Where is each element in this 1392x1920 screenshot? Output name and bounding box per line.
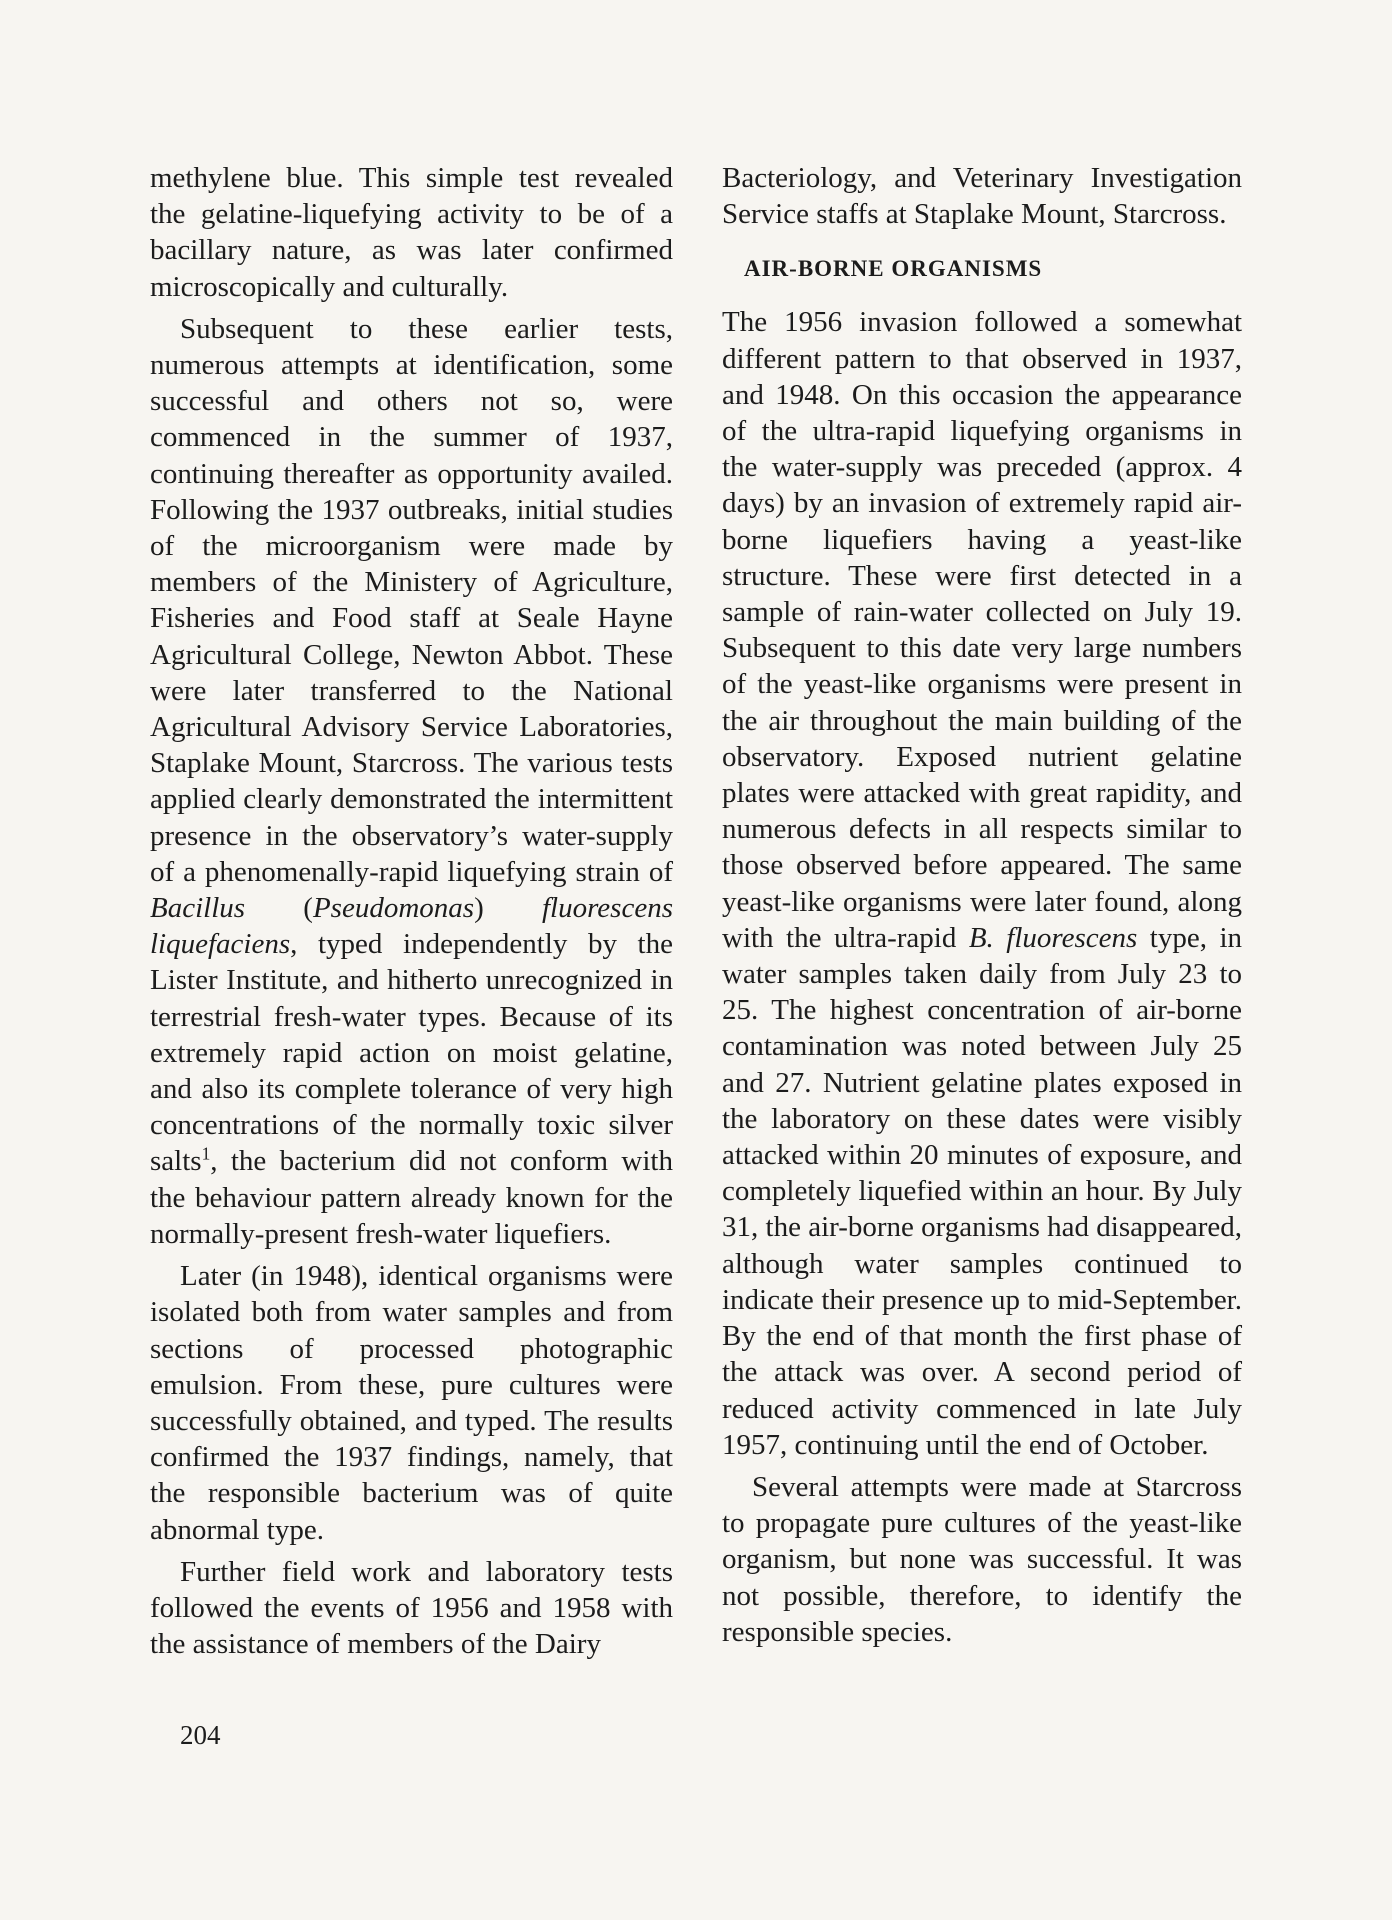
paragraph-text: , typed independently by the Lister Institute, and hitherto unrecognized in terrestrial fresh-water types. Because of its extremely rapid action on moist gelatine, and also its complete tolerance of very high concentrations of the normally toxic silver salts [150, 928, 673, 1178]
paragraph: Bacteriology, and Veterinary Investigation Service staffs at Staplake Mount, Starcross. [722, 162, 1242, 231]
page-number: 204 [180, 1720, 221, 1750]
italic-genus-alt: Pseudomonas [312, 892, 475, 925]
paragraph: Several attempts were made at Starcross to propagate pure cultures of the yeast-like organism, but none was successful. It was not possible, therefore, to identify the responsible species. [722, 1470, 1242, 1648]
right-column [722, 160, 1242, 1650]
punctuation: ) [474, 892, 542, 925]
paragraph: methylene blue. This simple test revealed the gelatine-liquefying activity to be of a bacillary nature, as was later confirmed microscopically and culturally. [150, 162, 673, 303]
italic-species: fluorescens liquefaciens [150, 892, 673, 961]
section-heading: AIR-BORNE ORGANISMS [744, 256, 1043, 282]
punctuation: ( [245, 892, 313, 925]
paragraph: Later (in 1948), identical organisms were isolated both from water samples and from sections of processed photographic emulsion. From these, pure cultures were successfully obtained, and typed. The results confirmed the 1937 findings, namely, that the responsible bacterium was of quite abnormal type. [150, 1260, 673, 1546]
footnote-marker: 1 [201, 1143, 211, 1164]
italic-genus: Bacillus [150, 892, 246, 925]
paragraph-text: Subsequent to these earlier tests, numerous attempts at identification, some successful and others not so, were commenced in the summer of 1937, continuing thereafter as opportunity availed. Following the 1937 outbreaks, initial studies of the microorganism were made by members of the Ministery of Agriculture, Fisheries and Food staff at Seale Hayne Agricultural College, Newton Abbot. These were later transferred to the National Agricultural Advisory Service Laboratories, Staplake Mount, Starcross. The various tests applied clearly demonstrated the intermittent presence in the observatory’s water-supply of a phenomenally-rapid liquefying strain of [150, 312, 673, 888]
left-column [150, 160, 673, 1662]
paragraph-text: , the bacterium did not conform with the behaviour pattern already known for the normally-present fresh-water liquefiers. [150, 1145, 673, 1250]
paragraph [150, 311, 673, 1252]
paragraph-text: type, in water samples taken daily from July 23 to 25. The highest concentration of air-borne contamination was noted between July 25 and 27. Nutrient gelatine plates exposed in the laboratory on these dates were visibly attacked within 20 minutes of exposure, and completely liquefied within an hour. By July 31, the air-borne organisms had disappeared, although water samples continued to indicate their presence up to mid-September. By the end of that month the first phase of the attack was over. A second period of reduced activity commenced in late July 1957, continuing until the end of October. [722, 921, 1242, 1461]
paragraph: Further field work and laboratory tests followed the events of 1956 and 1958 with the assistance of members of the Dairy [150, 1555, 673, 1661]
paragraph-text: The 1956 invasion followed a somewhat different pattern to that observed in 1937, and 1948. On this occasion the appearance of the ultra-rapid liquefying organisms in the water-supply was preceded (approx. 4 days) by an invasion of extremely rapid air-borne liquefiers having a yeast-like structure. These were first detected in a sample of rain-water collected on July 19. Subsequent to this date very large numbers of the yeast-like organisms were present in the air throughout the main building of the observatory. Exposed nutrient gelatine plates were attacked with great rapidity, and numerous defects in all respects similar to those observed before appeared. The same yeast-like organisms were later found, along with the ultra-rapid [722, 306, 1242, 954]
italic-species: B. fluorescens [968, 921, 1138, 954]
paragraph [722, 304, 1242, 1463]
